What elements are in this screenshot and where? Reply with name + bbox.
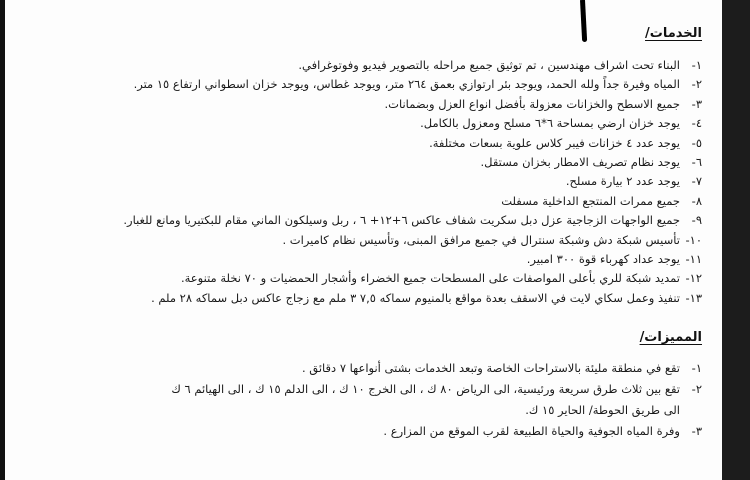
list-item-continuation: الى طريق الحوطة/ الحاير ١٥ ك. [525, 403, 680, 417]
list-item: ٥-يوجد عدد ٤ خزانات فيبر كلاس علوية بسعات مختلفة. [429, 135, 702, 150]
features-section-title: المميزات/ [639, 330, 702, 345]
list-item: ٩-جميع الواجهات الزجاجية عزل دبل سكريت شفاف عاكس ٦+١٢+ ٦ ، ربل وسيلكون الماني مقام للبكتيريا ومانع للغبار. [123, 213, 702, 228]
list-item: ٧-يوجد عدد ٢ بيارة مسلح. [565, 174, 702, 189]
list-item: ١١-يوجد عداد كهرباء قوة ٣٠٠ امبير. [526, 251, 702, 266]
services-list [123, 56, 702, 308]
list-item: ٣-جميع الاسطح والخزانات معزولة بأفضل انواع العزل وبضمانات. [384, 96, 702, 111]
list-item: ٢-المياه وفيرة جداً ولله الحمد، ويوجد بئر ارتوازي بعمق ٢٦٤ متر، ويوجد غطاس، ويوجد خزان اسطواني ارتفاع ١٥ متر. [133, 77, 702, 92]
list-item: ١-تقع في منطقة مليئة بالاستراحات الخاصة وتبعد الخدمات بشتى أنواعها ٧ دقائق . [301, 361, 702, 375]
features-list [171, 358, 702, 442]
list-item: ١٢-تمديد شبكة للري بأعلى المواصفات على المسطحات جميع الخضراء وأشجار الحمضيات و ٧٠ نخلة متنوعة. [180, 271, 702, 286]
list-item: ٨-جميع ممرات المنتجع الداخلية مسفلت [501, 193, 702, 208]
list-item: ١٠-تأسيس شبكة دش وشبكة سنترال في جميع مرافق المبنى، وتأسيس نظام كاميرات . [282, 232, 702, 247]
list-item: ٣-وفرة المياه الجوفية والحياة الطبيعة لقرب الموقع من المزارع . [383, 424, 702, 438]
services-section-title: الخدمات/ [645, 26, 702, 41]
list-item: ١-البناء تحت اشراف مهندسين ، تم توثيق جميع مراحله بالتصوير فيديو وفوتوغرافي. [298, 58, 702, 72]
right-dark-border [722, 0, 750, 480]
list-item: ٦-يوجد نظام تصريف الامطار بخزان مستقل. [480, 154, 702, 169]
list-item: ١٣-تنفيذ وعمل سكاي لايت في الاسقف بعدة مواقع بالمنيوم سماكه ٧,٥ ٣ ملم مع زجاج عاكس دبل سماكه ٢٨ ملم . [151, 290, 702, 305]
list-item: ٢-تقع بين ثلاث طرق سريعة ورئيسية، الى الرياض ٨٠ ك ، الى الخرج ١٠ ك ، الى الدلم ١٥ ك ، الى الهيائم ٦ ك [171, 382, 702, 396]
list-item: ٤-يوجد خزان ارضي بمساحة ٦*٦ مسلح ومعزول بالكامل. [420, 116, 702, 131]
